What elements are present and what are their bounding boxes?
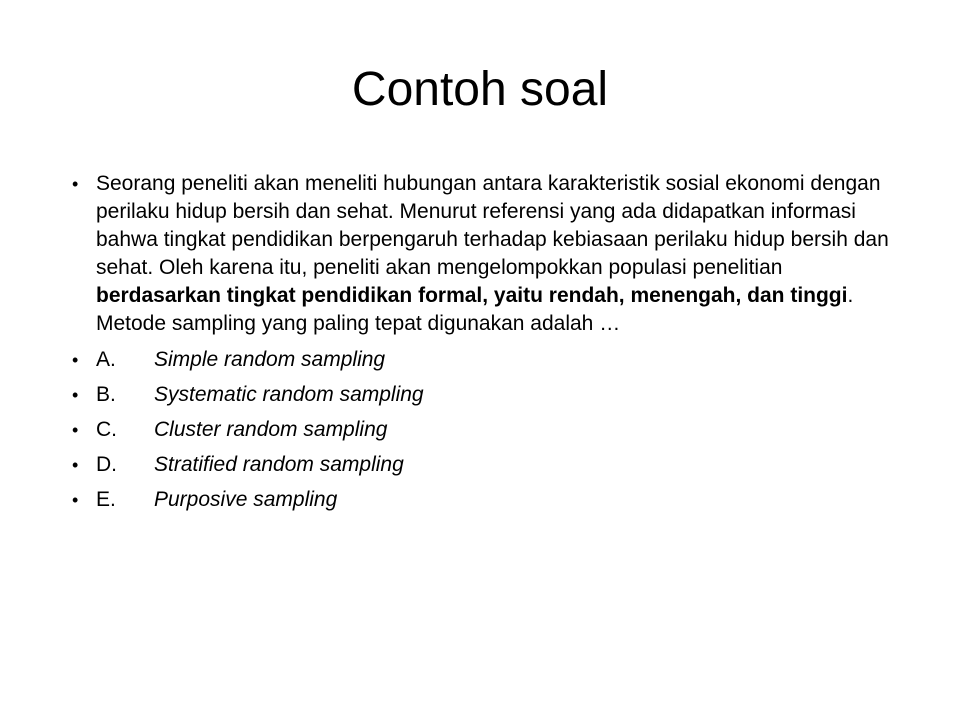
option-a — [72, 346, 912, 374]
content-list — [72, 170, 912, 521]
option-text: Stratified random sampling — [154, 453, 404, 476]
question-text — [96, 170, 912, 338]
option-letter: C. — [96, 418, 117, 441]
option-letter: A. — [96, 348, 116, 371]
option-text: Simple random sampling — [154, 348, 386, 371]
option-text: Cluster random sampling — [154, 418, 388, 441]
option-d — [72, 451, 912, 479]
option-letter: E. — [96, 488, 116, 511]
bullet-icon: • — [72, 490, 79, 510]
option-e — [72, 486, 912, 514]
question-part1: Seorang peneliti akan meneliti hubungan antara karakteristik sosial ekonomi dengan perilaku hidup bersih dan sehat. Menurut referensi yang ada didapatkan informasi bahwa tingkat pendidikan berpengaruh terhadap kebiasaan perilaku hidup bersih dan sehat. Oleh karena itu, peneliti akan mengelompokkan populasi penelitian — [96, 172, 889, 279]
bullet-icon: • — [72, 350, 79, 370]
question-bold: berdasarkan tingkat pendidikan formal, yaitu rendah, menengah, dan tinggi — [96, 284, 848, 307]
option-b — [72, 381, 912, 409]
question-bullet — [72, 170, 912, 338]
slide-title: Contoh soal — [351, 63, 609, 116]
bullet-icon: • — [72, 174, 79, 194]
bullet-icon: • — [72, 385, 79, 405]
bullet-icon: • — [72, 420, 79, 440]
option-letter: B. — [96, 383, 116, 406]
option-c — [72, 416, 912, 444]
question-part2: . Metode sampling yang paling tepat digunakan adalah … — [96, 284, 854, 335]
bullet-icon: • — [72, 455, 79, 475]
option-text: Purposive sampling — [154, 488, 338, 511]
option-letter: D. — [96, 453, 117, 476]
option-text: Systematic random sampling — [154, 383, 424, 406]
